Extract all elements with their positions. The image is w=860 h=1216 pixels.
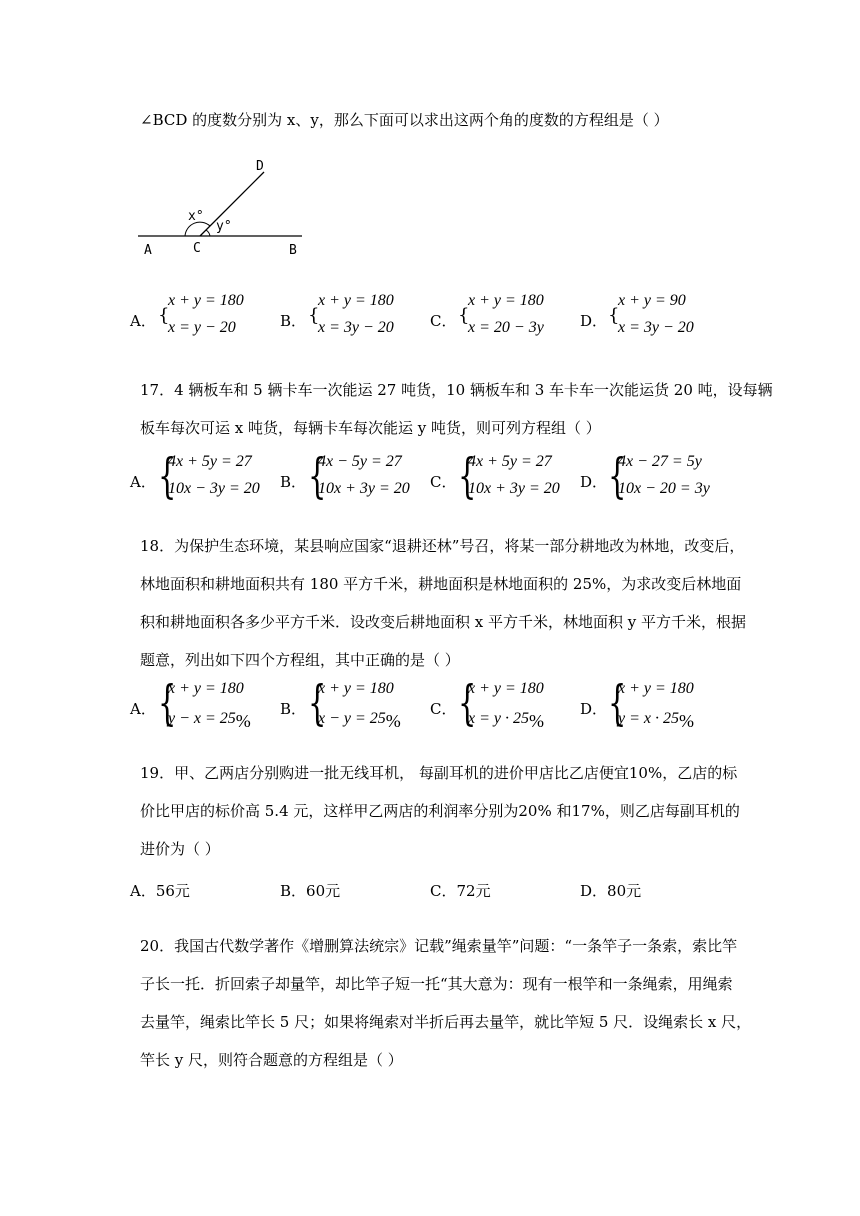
arc-y [206,230,210,236]
q18-options: A． { x + y = 180 y − x = 25% B． { x + y = 180 x − y = 25% C． { x + y = 180 x = y · 25% D． { x + y = 180 y = x · 25% [130,675,694,731]
label-x-angle: x° [188,209,204,224]
label-c: C [193,241,201,256]
angle-figure [130,150,320,260]
q17-options: A． { 4x + 5y = 27 10x − 3y = 20 B． { 4x − 5y = 27 10x + 3y = 20 C． { 4x + 5y = 27 10x + 3y = 20 D． { 4x − 27 = 5y 10x − 20 = 3y [130,448,710,504]
q17-stem: 17．4 辆板车和 5 辆卡车一次能运 27 吨货，10 辆板车和 3 车卡车一次能运货 20 吨，设每辆 板车每次可运 x 吨货，每辆卡车每次能运 y 吨货，则可列方程组（ ） [140,381,773,437]
ray-cd [200,172,264,236]
q19-option-c[interactable]: C．72元 [430,882,491,900]
label-y-angle: y° [216,219,232,234]
label-a: A [144,243,152,258]
q16-stem [140,101,730,139]
q19-option-a[interactable]: A．56元 [130,882,190,900]
label-d: D [256,159,264,174]
label-b: B [289,243,297,258]
q16-line: ∠BCD 的度数分别为 x、y，那么下面可以求出这两个角的度数的方程组是（ ） [140,111,669,129]
q19-option-d[interactable]: D．80元 [580,882,642,900]
q19-option-b[interactable]: B．60元 [280,882,341,900]
q19-stem: 19．甲、乙两店分别购进一批无线耳机， 每副耳机的进价甲店比乙店便宜10%，乙店的标 价比甲店的标价高 5.4 元，这样甲乙两店的利润率分别为20% 和17%，则乙店每副耳机的 进价为（ ） [140,764,740,858]
q16-options: A． { x + y = 180 x = y − 20 B． { x + y = 180 x = 3y − 20 C． { x + y = 180 x = 20 − 3y D． { x + y = 90 x = 3y − 20 [130,292,694,336]
q18-stem: 18．为保护生态环境，某县响应国家“退耕还林”号召，将某一部分耕地改为林地，改变后， 林地面积和耕地面积共有 180 平方千米，耕地面积是林地面积的 25%，为求改变后林地面 积和耕地面积各多少平方千米．设改变后耕地面积 x 平方千米，林地面积 y 平方千米，根据 题意，列出如下四个方程组，其中正确的是（ ） [140,537,747,669]
q19-options [130,880,750,904]
q20-stem: 20．我国古代数学著作《增删算法统宗》记载”绳索量竿”问题：“一条竿子一条索，索比竿 子长一托．折回索子却量竿，却比竿子短一托“其大意为：现有一根竿和一条绳索，用绳索 去量竿，绳索比竿长 5 尺；如果将绳索对半折后再去量竿，就比竿短 5 尺．设绳索长 x 尺， 竿长 y 尺，则符合题意的方程组是（ ） [140,937,752,1069]
